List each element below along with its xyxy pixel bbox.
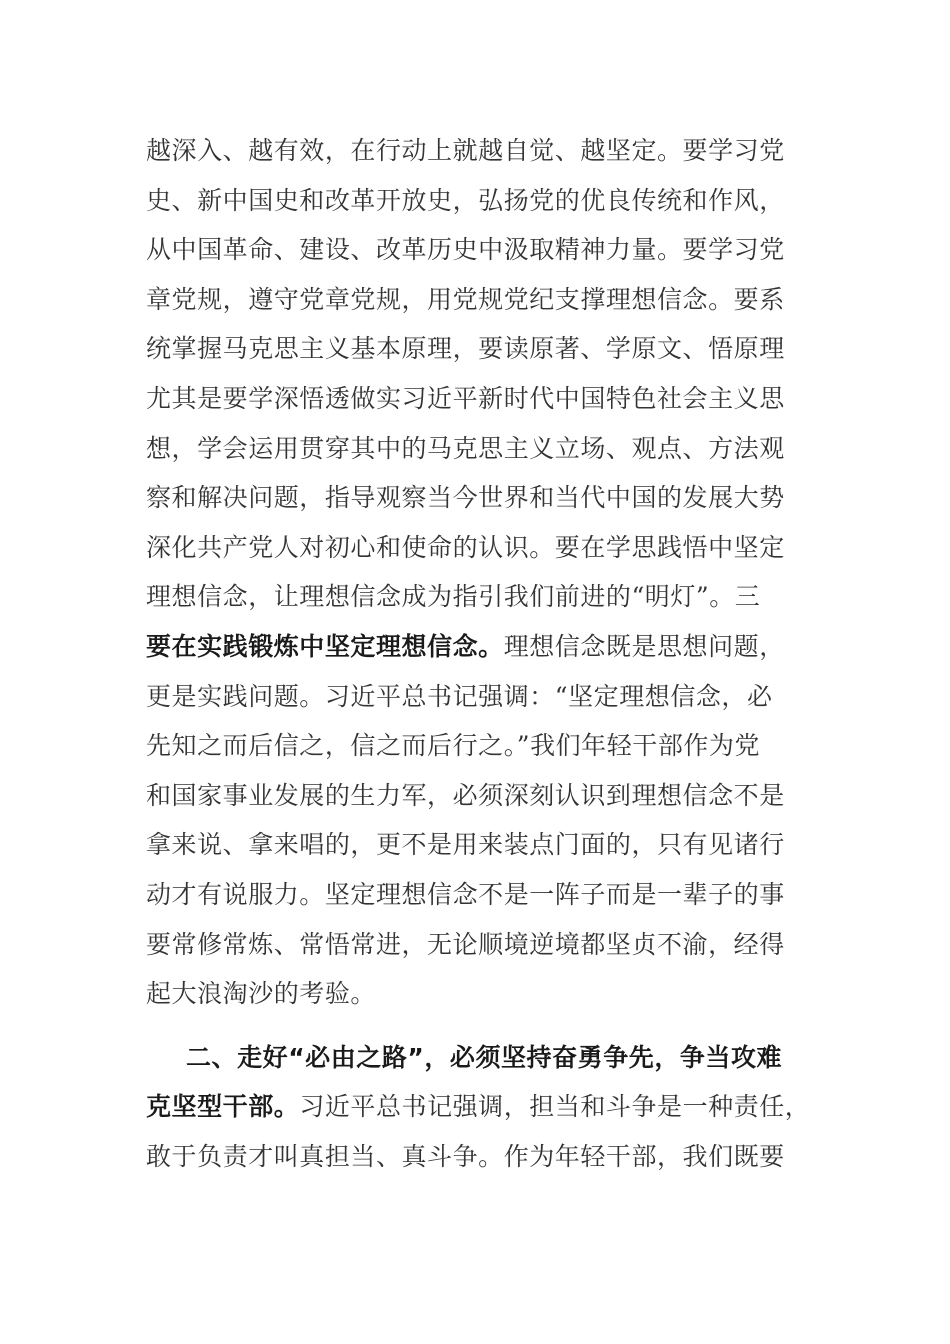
- text-line: 统掌握马克思主义基本原理，要读原著、学原文、悟原理: [146, 334, 785, 364]
- text-line: 史、新中国史和改革开放史，弘扬党的优良传统和作风，: [146, 185, 785, 215]
- text-run: 理想信念既是思想问题，: [503, 631, 785, 661]
- paragraph-ideals: [146, 126, 806, 1019]
- text-line: 更是实践问题。习近平总书记强调：“坚定理想信念，必: [146, 681, 773, 711]
- text-line: 想，学会运用贯穿其中的马克思主义立场、观点、方法观: [146, 433, 785, 463]
- text-line: 越深入、越有效，在行动上就越自觉、越坚定。要学习党: [146, 136, 785, 165]
- text-line: [146, 622, 806, 672]
- text-line: 动才有说服力。坚定理想信念不是一阵子而是一辈子的事: [146, 879, 785, 909]
- text-line: [146, 1082, 811, 1132]
- section-heading-end: 克坚型干部。: [146, 1092, 300, 1122]
- text-line: 章党规，遵守党章党规，用党规党纪支撑理想信念。要系: [146, 284, 785, 314]
- text-line: 尤其是要学深悟透做实习近平新时代中国特色社会主义思: [146, 383, 785, 413]
- text-line: 敢于负责才叫真担当、真斗争。作为年轻干部，我们既要: [146, 1141, 785, 1171]
- section-two: [146, 1033, 811, 1182]
- text-line: 先知之而后信之，信之而后行之。”我们年轻干部作为党: [146, 731, 761, 761]
- point-three-heading: 要在实践锻炼中坚定理想信念。: [146, 631, 504, 661]
- text-line: 从中国革命、建设、改革历史中汲取精神力量。要学习党: [146, 235, 785, 265]
- text-line: 拿来说、拿来唱的，更不是用来装点门面的，只有见诸行: [146, 830, 785, 860]
- text-run: 习近平总书记强调，担当和斗争是一种责任，: [299, 1092, 811, 1122]
- text-line: 起大浪淘沙的考验。: [146, 979, 376, 1009]
- text-line: 要常修常炼、常悟常进，无论顺境逆境都坚贞不渝，经得: [146, 929, 785, 959]
- paragraph-spacer: [146, 1019, 806, 1033]
- section-heading: 二、走好“必由之路”，必须坚持奋勇争先，争当攻难: [186, 1042, 783, 1072]
- text-line: 深化共产党人对初心和使命的认识。要在学思践悟中坚定: [146, 532, 785, 562]
- text-line: 和国家事业发展的生力军，必须深刻认识到理想信念不是: [146, 780, 785, 810]
- text-line: 理想信念，让理想信念成为指引我们前进的“明灯”。三: [146, 582, 761, 612]
- document-page: [146, 126, 811, 1181]
- text-line: 察和解决问题，指导观察当今世界和当代中国的发展大势: [146, 483, 785, 513]
